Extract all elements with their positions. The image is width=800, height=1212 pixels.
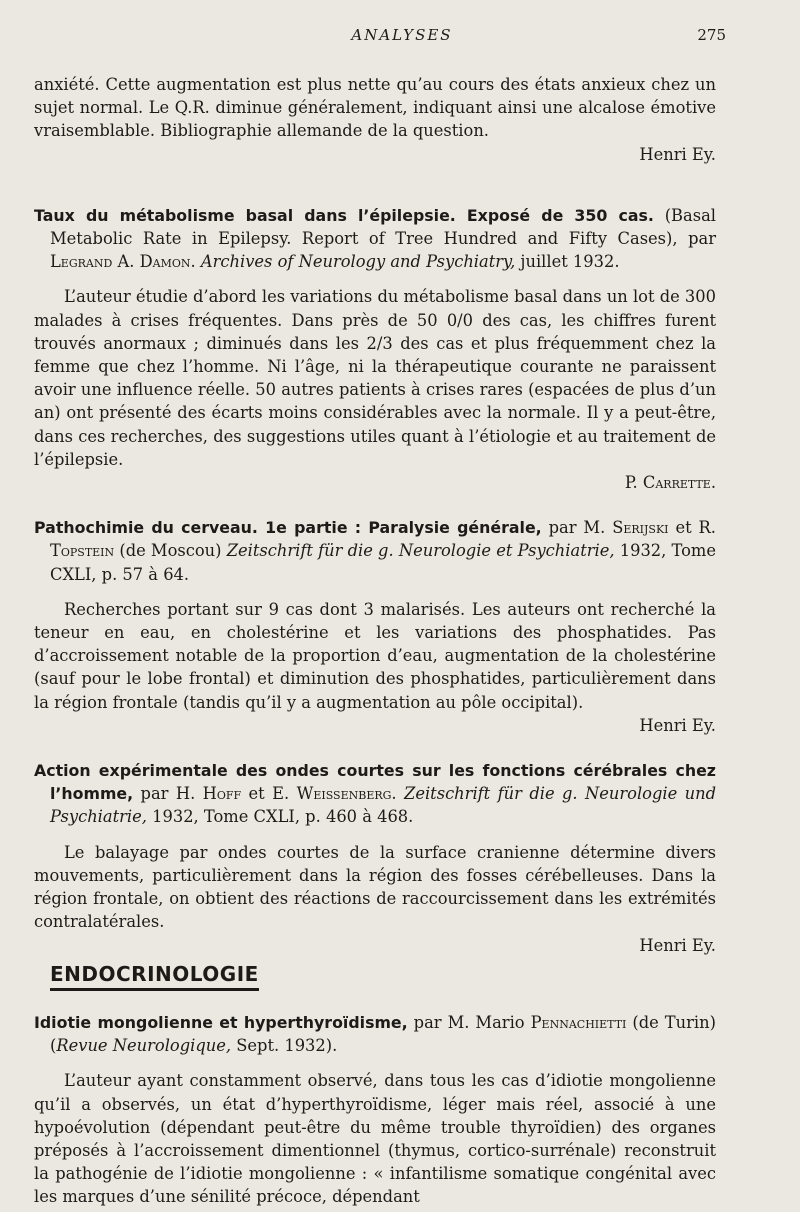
article3-signature: Henri Ey. [639, 935, 716, 955]
article1-date: juillet 1932. [515, 252, 620, 272]
running-title: ANALYSES [351, 26, 453, 44]
article4-body: L’auteur ayant constamment observé, dans tous les cas d’idiotie mongolienne qu’il a observés, un état d’hyperthyroïdisme, léger mais réel, associé à une hypoévolution (dépendant peut-être du même trouble thyroïdien) des organes préposés à l’accroissement dimentionnel (thymus, cortico-surrénale) reconstruit la pathogénie de l’idiotie mongolienne : « infantilisme somatique congénital avec les marques d’une sénilité précoce, dépendant [34, 1071, 716, 1207]
article3-body: Le balayage par ondes courtes de la surface cranienne détermine divers mouvements, particulièrement dans la région des fosses cérébelleuses. Dans la région frontale, on obtient des réactions de raccourcissement dans les extrémités contralatérales. [34, 842, 716, 932]
article1-signature: P. Carrette. [624, 473, 716, 493]
article3-citation [34, 759, 716, 829]
article1-subtitle: (Basal Metabolic Rate in Epilepsy. Report of Tree Hundred and Fifty Cases), par [50, 205, 717, 249]
article4-citation [34, 1011, 716, 1057]
article1-author: Legrand A. Damon. [50, 252, 196, 272]
article4-ref: Sept. 1932). [231, 1036, 338, 1056]
article2-by: par M. [541, 518, 613, 538]
article3-by: par H. [133, 784, 203, 804]
article2-signature: Henri Ey. [639, 715, 716, 735]
running-head [88, 24, 726, 50]
article4-journal: Revue Neurologique, [56, 1036, 232, 1056]
page-number: 275 [697, 26, 726, 44]
article4-title: Idiotie mongolienne et hyperthyroïdisme, [34, 1012, 408, 1032]
article2-journal: Zeitschrift für die g. Neurologie et Psychiatrie, [226, 541, 615, 561]
article1-citation [34, 204, 716, 274]
article4-author: Pennachietti [530, 1012, 627, 1032]
article3-and: et E. [241, 784, 297, 804]
article2-author1: Serijski [612, 518, 669, 538]
article1-journal: Archives of Neurology and Psychiatry, [200, 252, 516, 272]
article4-by: par M. Mario [407, 1012, 531, 1032]
article1-body: L’auteur étudie d’abord les variations du métabolisme basal dans un lot de 300 malades à crises fréquentes. Dans près de 50 0/0 des cas, les chiffres furent trouvés anormaux ; diminués dans les 2/3 des cas et plus fréquemment chez la femme que chez l’homme. Ni l’âge, ni la thérapeutique courante ne paraissent avoir une influence réelle. 50 autres patients à crises rares (espacées de plus d’un an) ont présenté des écarts moins considérables avec la normale. Il y a peut-être, dans ces recherches, des suggestions utiles quant à l’étiologie et au traitement de l’épilepsie. [34, 287, 717, 469]
intro-signature: Henri Ey. [639, 144, 716, 164]
section-heading-wrap [34, 963, 716, 991]
article2-body: Recherches portant sur 9 cas dont 3 malarisés. Les auteurs ont recherché la teneur en eau, en cholestérine et les variations des phosphatides. Pas d’accroissement notable de la proportion d’eau, augmentation de la cholestérine (sauf pour le lobe frontal) et diminution des phosphatides, particulièrement dans la région frontale (tandis qu’il y a augmentation au pôle occipital). [34, 599, 716, 712]
article3-author2: Weissenberg. [296, 784, 397, 804]
article2-origin: (de Moscou) [114, 541, 227, 561]
article3-author1: Hoff [202, 784, 242, 804]
article2-title: Pathochimie du cerveau. 1e partie : Paralysie générale, [34, 518, 542, 538]
article2-ref: 1932, Tome CXLI, p. 57 à 64. [50, 541, 716, 584]
article3-ref: 1932, Tome CXLI, p. 460 à 468. [146, 807, 414, 827]
article1-title: Taux du métabolisme basal dans l’épilepsie. Exposé de 350 cas. [34, 205, 654, 225]
article3-journal: Zeitschrift für die g. Neurologie und Psychiatrie, [50, 784, 717, 827]
article3-title: Action expérimentale des ondes courtes sur les fonctions cérébrales chez l’homme, [34, 761, 716, 804]
section-heading: ENDOCRINOLOGIE [50, 963, 259, 991]
intro-paragraph: anxiété. Cette augmentation est plus nette qu’au cours des états anxieux chez un sujet normal. Le Q.R. diminue généralement, indiquant ainsi une alcalose émotive vraisemblable. Bibliographie allemande de la question. [34, 75, 716, 141]
article2-author2: Topstein [50, 541, 115, 561]
article4-origin: (de Turin) ( [50, 1012, 716, 1056]
article2-citation [34, 516, 716, 586]
article2-and: et R. [668, 518, 716, 538]
